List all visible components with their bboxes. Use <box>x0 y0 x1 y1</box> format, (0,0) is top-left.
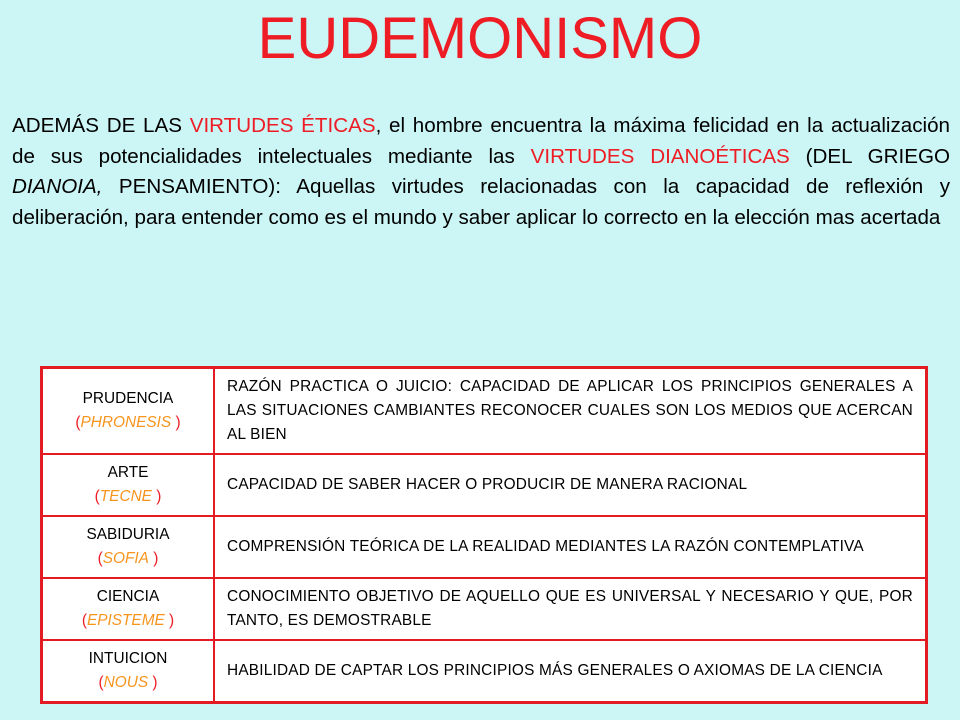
table-row <box>42 368 927 455</box>
virtue-description: HABILIDAD DE CAPTAR LOS PRINCIPIOS MÁS GENERALES O AXIOMAS DE LA CIENCIA <box>214 640 927 703</box>
virtue-greek-term: SOFIA <box>102 550 149 567</box>
virtue-greek-term: PHRONESIS <box>80 414 172 431</box>
table-row <box>42 516 927 578</box>
table-row <box>42 640 927 703</box>
virtues-table <box>40 366 928 704</box>
virtue-greek-term: TECNE <box>99 488 152 505</box>
virtue-description: RAZÓN PRACTICA O JUICIO: CAPACIDAD DE APLICAR LOS PRINCIPIOS GENERALES A LAS SITUACIONES CAMBIANTES RECONOCER CUALES SON LOS MEDIOS QUE ACERCAN AL BIEN <box>214 368 927 455</box>
virtue-name-cell <box>42 640 215 703</box>
intro-text: , el hombre encuentra la máxima felicidad en la actualización de sus potencialidades intelectuales mediante las <box>12 114 950 168</box>
virtue-name: PRUDENCIA <box>82 390 174 407</box>
virtue-name: ARTE <box>107 464 149 481</box>
virtue-name-cell <box>42 454 215 516</box>
virtue-name: INTUICION <box>88 650 168 667</box>
virtue-name-cell <box>42 516 215 578</box>
virtue-name: SABIDURIA <box>86 526 170 543</box>
virtue-greek-term: EPISTEME <box>86 612 165 629</box>
virtue-greek-origin: (TECNE ) <box>94 488 162 505</box>
virtudes-eticas-term: VIRTUDES ÉTICAS <box>189 114 376 137</box>
virtue-greek-origin: (EPISTEME ) <box>81 612 175 629</box>
dianoia-term: DIANOIA, <box>12 175 103 198</box>
intro-text: PENSAMIENTO): Aquellas virtudes relacionadas con la capacidad de reflexión y deliberación, para entender como es el mundo y saber aplicar lo correcto en la elección mas acertada <box>12 175 950 229</box>
virtue-description: COMPRENSIÓN TEÓRICA DE LA REALIDAD MEDIANTES LA RAZÓN CONTEMPLATIVA <box>214 516 927 578</box>
intro-paragraph <box>12 111 950 233</box>
virtue-greek-term: NOUS <box>103 674 149 691</box>
virtue-name-cell <box>42 578 215 640</box>
virtue-description: CONOCIMIENTO OBJETIVO DE AQUELLO QUE ES UNIVERSAL Y NECESARIO Y QUE, POR TANTO, ES DEMOSTRABLE <box>214 578 927 640</box>
intro-text: ADEMÁS DE LAS <box>12 114 190 137</box>
virtue-greek-origin: (PHRONESIS ) <box>75 414 181 431</box>
table-row <box>42 454 927 516</box>
intro-text: (DEL GRIEGO <box>789 144 951 168</box>
virtue-greek-origin: (NOUS ) <box>98 674 158 691</box>
virtue-description: CAPACIDAD DE SABER HACER O PRODUCIR DE MANERA RACIONAL <box>214 454 927 516</box>
virtue-name: CIENCIA <box>96 588 160 605</box>
table-row <box>42 578 927 640</box>
virtudes-dianoeticas-term: VIRTUDES DIANOÉTICAS <box>530 144 790 168</box>
virtue-greek-origin: (SOFIA ) <box>97 550 159 567</box>
virtue-name-cell <box>42 368 215 455</box>
slide-title: EUDEMONISMO <box>257 6 703 71</box>
